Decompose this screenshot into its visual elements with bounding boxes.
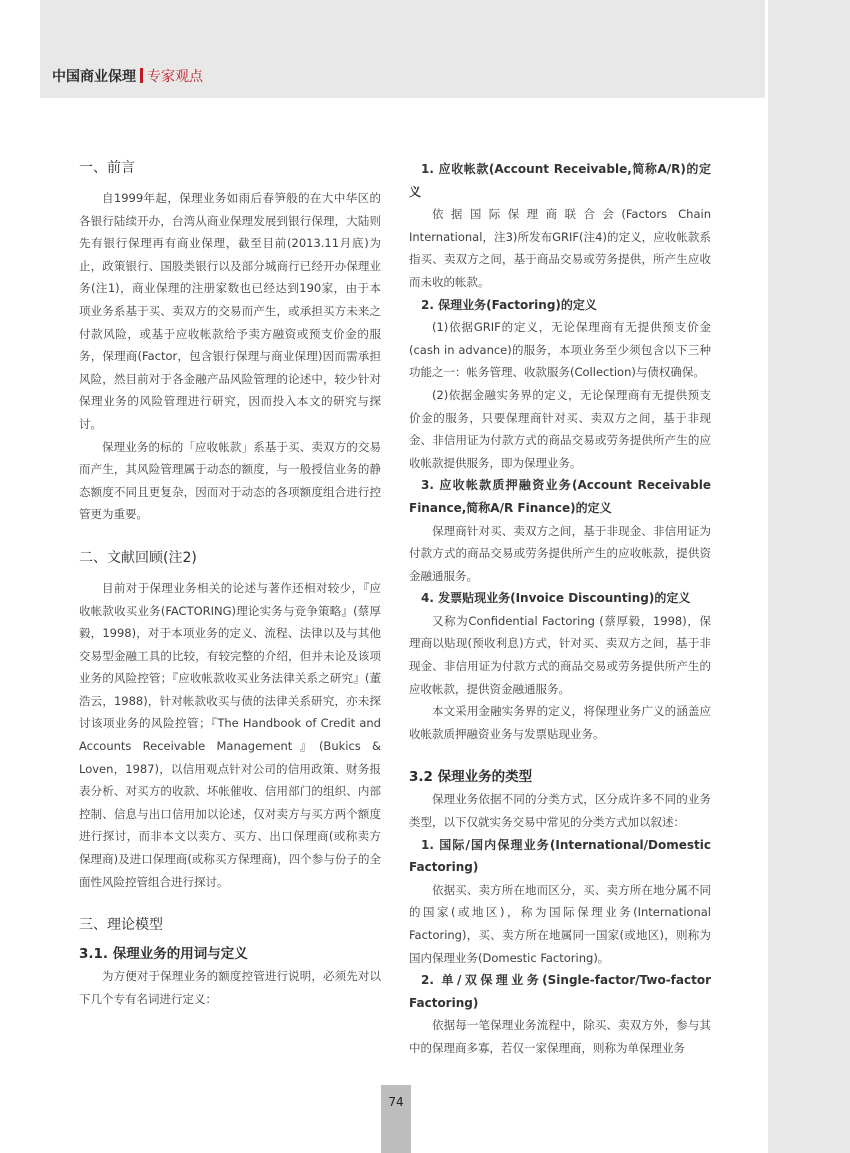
- paragraph: (1)依据GRIF的定义，无论保理商有无提供预支价金(cash in advance)的服务，本项业务至少须包含以下三种功能之一：帐务管理、收款服务(Collection)与债权确保。: [409, 320, 711, 380]
- paragraph: (2)依据金融实务界的定义，无论保理商有无提供预支价金的服务，只要保理商针对买、卖双方之间，基于非现金、非信用证为付款方式的商品交易或劳务提供所产生的应收帐款提供服务，即为保理业务。: [409, 387, 711, 470]
- subsection-heading-types: 3.2 保理业务的类型: [409, 769, 533, 786]
- paragraph: 目前对于保理业务相关的论述与著作还相对较少，『应收帐款收买业务(FACTORING)理论实务与竞争策略』(蔡厚毅，1998)，对于本项业务的定义、流程、法律以及与其他交易型金融工具的比较，有较完整的介绍，但并未论及该项业务的风险控管；『应收帐款收买业务法律关系之研究』(董浩云，1988)，针对帐款收买与债的法律关系研究，亦未探讨该项业务的风险控管；『The Handbook of Credit and Accounts Receivable Management』(Bukics & Loven，1987)，以信用观点针对公司的信用政策、财务报表分析、对买方的收款、坏帐催收、信用部门的组织、内部控制、信息与出口信用加以论述，仅对卖方与买方两个额度进行探讨，而非本文以卖方、买方、出口保理商(或称卖方保理商)及进口保理商(或称买方保理商)，四个参与份子的全面性风险控管组合进行探讨。: [79, 580, 381, 889]
- header-title: 中国商业保理: [52, 69, 136, 85]
- type-heading: 2. 单/双保理业务(Single-factor/Two-factor Factoring): [409, 973, 711, 1010]
- paragraph: 为方便对于保理业务的额度控管进行说明，必须先对以下几个专有名词进行定义：: [79, 969, 381, 1006]
- right-column: [409, 158, 711, 1060]
- definition-heading: 4. 发票贴现业务(Invoice Discounting)的定义: [421, 591, 691, 606]
- paragraph: 依据国际保理商联合会(Factors Chain International，注3)所发布GRIF(注4)的定义，应收帐款系指买、卖双方之间，基于商品交易或劳务提供，所产生应收而未收的帐款。: [409, 207, 711, 289]
- section-heading-literature: 二、文献回顾(注2): [79, 549, 197, 566]
- running-header: [52, 66, 203, 86]
- paragraph: 本文采用金融实务界的定义，将保理业务广义的涵盖应收帐款质押融资业务与发票贴现业务。: [409, 704, 711, 741]
- definition-heading: 1. 应收帐款(Account Receivable,简称A/R)的定义: [409, 162, 711, 199]
- page-number: 74: [388, 1095, 404, 1109]
- left-column: [79, 158, 381, 1010]
- paragraph: 依据每一笔保理业务流程中，除买、卖双方外，参与其中的保理商多寡，若仅一家保理商，则称为单保理业务: [409, 1018, 711, 1055]
- type-heading: 1. 国际/国内保理业务(International/Domestic Factoring): [409, 837, 711, 875]
- subsection-heading-definitions: 3.1. 保理业务的用词与定义: [79, 946, 248, 963]
- paragraph: 保理业务依据不同的分类方式，区分成许多不同的业务类型，以下仅就实务交易中常见的分类方式加以叙述：: [409, 792, 711, 830]
- header-subtitle: 专家观点: [147, 69, 203, 85]
- paragraph: 保理商针对买、卖双方之间，基于非现金、非信用证为付款方式的商品交易或劳务提供所产生的应收帐款，提供资金融通服务。: [409, 523, 711, 583]
- right-margin-strip: [768, 0, 850, 1153]
- definition-heading: 3. 应收帐款质押融资业务(Account Receivable Finance,简称A/R Finance)的定义: [409, 478, 711, 515]
- paragraph: 保理业务的标的「应收帐款」系基于买、卖双方的交易而产生，其风险管理属于动态的额度，与一般授信业务的静态额度不同且更复杂，因而对于动态的各项额度组合进行控管更为重要。: [79, 439, 381, 522]
- paragraph: 自1999年起，保理业务如雨后春笋般的在大中华区的各银行陆续开办，台湾从商业保理发展到银行保理，大陆则先有银行保理再有商业保理，截至目前(2013.11月底)为止，政策银行、国股类银行以及部分城商行已经开办保理业务(注1)，商业保理的注册家数也已经达到190家，由于本项业务系基于买、卖双方的交易而产生，或承担买方未来之付款风险，或基于应收帐款给予卖方融资或预支价金的服务，保理商(Factor，包含银行保理与商业保理)因而需承担风险，然目前对于各金融产品风险管理的论述中，较少针对保理业务的风险管理进行研究，因而投入本文的研究与探讨。: [79, 191, 381, 431]
- paragraph: 依据买、卖方所在地而区分，买、卖方所在地分属不同的国家(或地区)，称为国际保理业务(International Factoring)，买、卖方所在地属同一国家(或地区)，则称为国内保理业务(Domestic Factoring)。: [409, 882, 711, 965]
- definition-heading: 2. 保理业务(Factoring)的定义: [421, 297, 597, 312]
- section-heading-intro: 一、前言: [79, 160, 135, 176]
- paragraph: 又称为Confidential Factoring (蔡厚毅，1998)，保理商以贴现(预收利息)方式，针对买、卖双方之间，基于非现金、非信用证为付款方式的商品交易或劳务提供所产生的应收帐款，提供资金融通服务。: [409, 613, 711, 696]
- section-heading-theory: 三、理论模型: [79, 917, 163, 934]
- header-divider-bar: [140, 68, 143, 83]
